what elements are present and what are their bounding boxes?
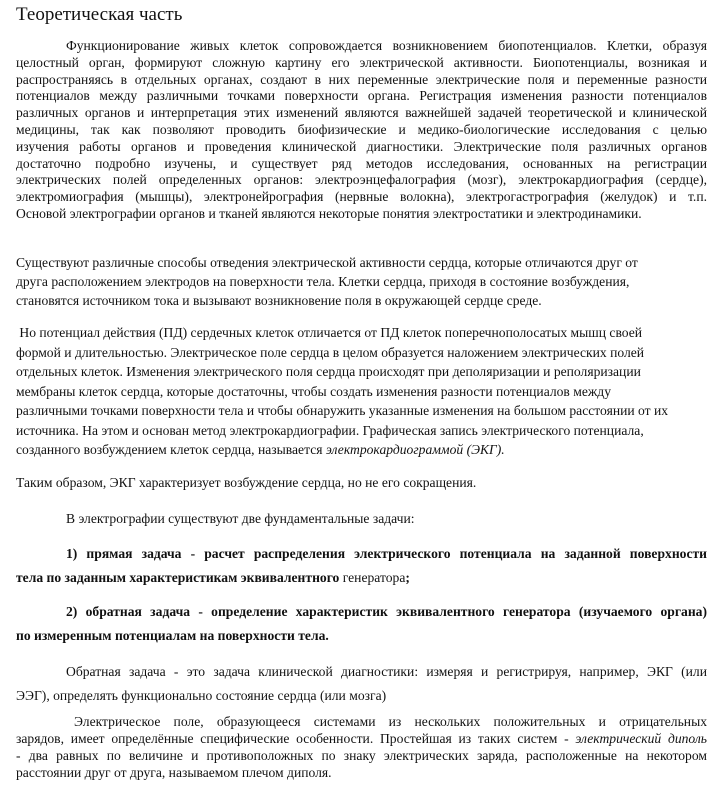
text-segment: созданного возбуждением клеток сердца, называется — [16, 442, 326, 457]
paragraph-biopotentials — [16, 38, 707, 223]
text-line: электрических полей определенных органов: электроэнцефалография (мозг), электрокардиография (сердце), — [16, 172, 707, 188]
text-segment: 1) прямая задача - расчет распределения электрического потенциала на заданной поверхности — [66, 546, 707, 561]
text-line: становятся источником тока и вызывают возникновение поля в окружающей сердце среде. — [16, 293, 542, 308]
paragraph-leads — [16, 253, 707, 310]
task-direct — [16, 542, 707, 590]
text-line: Электрическое поле, образующееся системами из нескольких положительных и отрицательных — [74, 714, 707, 729]
text-line: мембраны клеток сердца, которые достаточны, чтобы создать изменения разности потенциалов между — [16, 383, 611, 399]
text-line: медицины, так как позволяют проводить биофизические и медико-биологические исследования с целью — [16, 121, 707, 137]
dipole-term: электрический диполь — [575, 731, 707, 746]
text-line: Основой электрографии органов и тканей являются некоторые понятия электростатики и электродинамики. — [16, 205, 642, 221]
text-line: расстоянии друг от друга, называемом плечом диполя. — [16, 765, 332, 780]
text-line — [16, 440, 707, 460]
text-segment: генератора — [339, 570, 406, 585]
text-line: Существуют различные способы отведения электрической активности сердца, которые отличаются друг от — [16, 255, 638, 270]
text-line: Обратная задача - это задача клинической диагностики: измеряя и регистрируя, например, ЭКГ (или — [66, 664, 707, 679]
text-line: - два равных по величине и противоположных по знаку электрических заряда, расположенные на некотором — [16, 748, 707, 763]
paragraph-inverse-task — [16, 660, 707, 708]
task-inverse — [16, 600, 707, 648]
text-line: друга расположением электродов на поверхности тела. Клетки сердца, приходя в состояние возбуждения, — [16, 274, 630, 289]
text-line: В электрографии существуют две фундаментальные задачи: — [66, 511, 415, 526]
text-segment: ; — [405, 570, 410, 585]
text-line: отдельных клеток. Изменения электрического поля сердца происходят при деполяризации и реполяризации — [16, 364, 641, 379]
text-segment: по измеренным потенциалам на поверхности тела. — [16, 628, 329, 643]
text-line: электромиография (мышцы), электронейрография (нервные волокна), электрогастрография (желудок) и т.п. — [16, 189, 707, 205]
text-line: источника. На этом и основан метод электрокардиографии. Графическая запись электрического потенциала, — [16, 422, 644, 438]
text-line — [16, 542, 707, 566]
text-line — [16, 600, 707, 624]
text-line — [16, 566, 707, 590]
text-line — [16, 730, 707, 747]
paragraph-two-tasks — [16, 509, 707, 528]
text-line: потенциалов между различными точками поверхности органа. Регистрация изменения разности потенциалов — [16, 88, 707, 104]
text-segment: тела по заданным характеристикам эквивалентного — [16, 570, 340, 585]
paragraph-dipole — [16, 713, 707, 781]
text-line: достаточно подробно изучены, и существует ряд методов исследования, основанных на регистрации — [16, 155, 707, 171]
text-line: формой и длительностью. Электрическое поле сердца в целом образуется наложением электрических полей — [16, 344, 645, 360]
text-line: Но потенциал действия (ПД) сердечных клеток отличается от ПД клеток поперечнополосатых мышц своей — [16, 325, 643, 340]
paragraph-ecg-summary — [16, 473, 707, 492]
text-line: Функционирование живых клеток сопровождается возникновением биопотенциалов. Клетки, образуя — [66, 38, 707, 53]
text-segment: 2) обратная задача - определение характеристик эквивалентного генератора (изучаемого органа) — [66, 604, 707, 619]
text-line: Таким образом, ЭКГ характеризует возбуждение сердца, но не его сокращения. — [16, 475, 477, 490]
text-line: распространяясь в отдельных органах, создают в них переменные электрические поля и переменные разности — [16, 71, 707, 87]
text-line: ЭЭГ), определять функционально состояние сердца (или мозга) — [16, 688, 387, 703]
text-line: изучения работы органов и проведения клинической диагностики. Электрические поля различных органов — [16, 138, 707, 154]
paragraph-action-potential — [16, 323, 707, 460]
text-line: целостный орган, формируют сложную картину его электрической активности. Биопотенциалы, возникая и — [16, 54, 707, 70]
text-line: различных органов и интерпретация этих изменений являются важнейшей задачей теоретической и клинической — [16, 105, 707, 121]
text-line — [16, 624, 707, 648]
ecg-term: электрокардиограммой (ЭКГ). — [325, 442, 505, 457]
section-title: Теоретическая часть — [16, 4, 183, 25]
text-segment: зарядов, имеет определённые специфические особенности. Простейшая из таких систем - — [16, 731, 576, 746]
text-line: различными точками поверхности тела и чтобы обнаружить указанные изменения на большом расстоянии от их — [16, 403, 669, 418]
